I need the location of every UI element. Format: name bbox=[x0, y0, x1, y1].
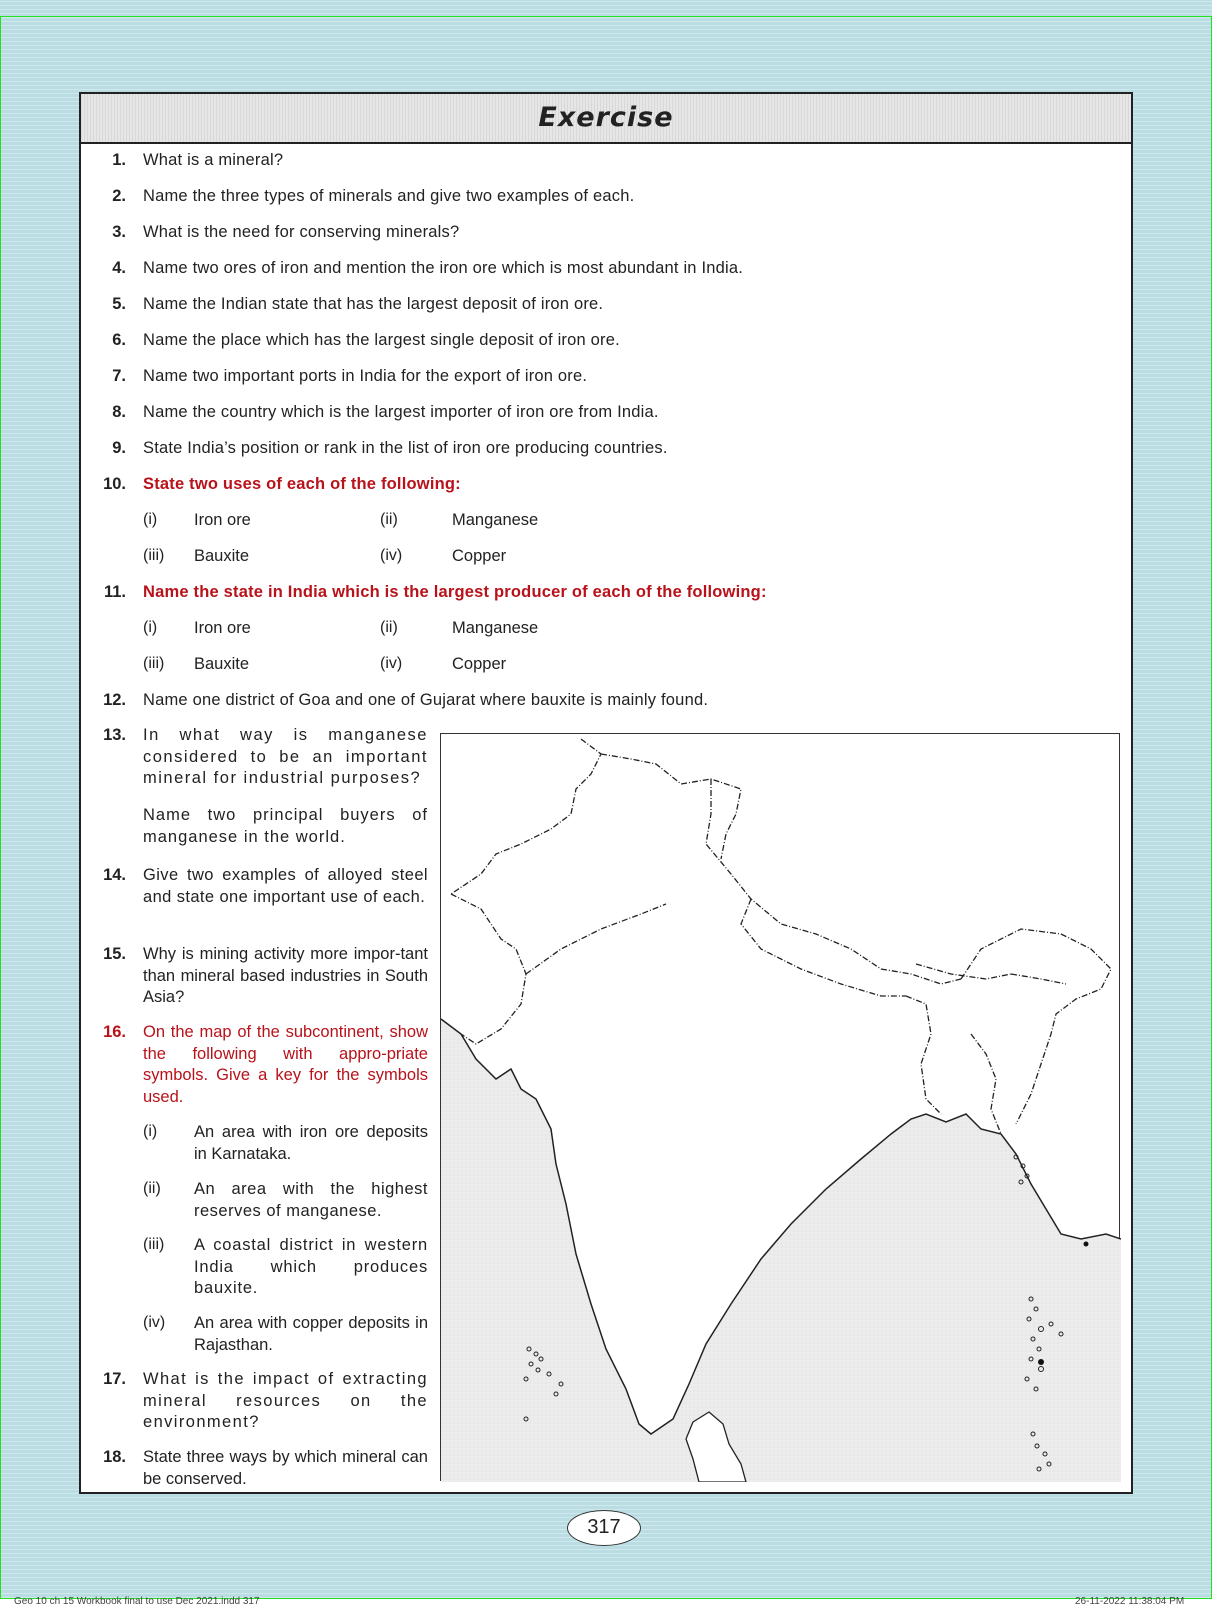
subitem-text: Iron ore bbox=[194, 619, 251, 637]
question-number: 16. bbox=[103, 1023, 126, 1041]
border-northeast bbox=[961, 929, 1111, 1124]
question-number: 15. bbox=[103, 945, 126, 963]
subitem-numeral: (i) bbox=[143, 619, 158, 636]
subitem-numeral: (iv) bbox=[380, 547, 403, 564]
question-number: 17. bbox=[103, 1370, 126, 1388]
question-text: Give two examples of alloyed steel and state one important use of each. bbox=[143, 866, 428, 906]
subitem-text: Manganese bbox=[452, 511, 539, 529]
subitem-text: An area with the highest reserves of manganese. bbox=[194, 1180, 428, 1220]
subitem-numeral: (iii) bbox=[143, 547, 165, 564]
island-marker bbox=[1038, 1359, 1044, 1365]
question-text: Name the country which is the largest importer of iron ore from India. bbox=[143, 403, 659, 421]
question-extra-text: Name two principal buyers of manganese in the world. bbox=[143, 806, 428, 846]
question-text: State India’s position or rank in the list of iron ore producing countries. bbox=[143, 439, 668, 457]
subitem-numeral: (i) bbox=[143, 511, 158, 528]
subitem-numeral: (i) bbox=[143, 1123, 158, 1140]
question-text: Name the state in India which is the largest producer of each of the following: bbox=[143, 583, 767, 601]
subitem-text: Manganese bbox=[452, 619, 539, 637]
subitem-numeral: (iii) bbox=[143, 655, 165, 672]
question-number: 12. bbox=[103, 691, 126, 709]
question-text: State three ways by which mineral can be conserved. bbox=[143, 1448, 428, 1488]
question-number: 14. bbox=[103, 866, 126, 884]
title-bar bbox=[79, 92, 1133, 144]
question-text: Name two important ports in India for the export of iron ore. bbox=[143, 367, 588, 385]
border-himalaya bbox=[706, 779, 961, 984]
subitem-numeral: (ii) bbox=[380, 619, 398, 636]
question-number: 2. bbox=[112, 187, 126, 205]
question-number: 4. bbox=[112, 259, 126, 277]
page-number: 317 bbox=[567, 1510, 641, 1546]
border-kashmir bbox=[601, 754, 741, 859]
question-text: What is a mineral? bbox=[143, 151, 284, 169]
subitem-numeral: (ii) bbox=[143, 1180, 161, 1197]
page-title: Exercise bbox=[538, 102, 674, 133]
subitem-text: Copper bbox=[452, 547, 507, 565]
border-myanmar bbox=[1011, 974, 1066, 984]
border-west-rajasthan bbox=[526, 904, 666, 974]
question-text: Name the place which has the largest single deposit of iron ore. bbox=[143, 331, 620, 349]
question-number: 9. bbox=[112, 439, 126, 457]
question-number: 8. bbox=[112, 403, 126, 421]
question-text: Name one district of Goa and one of Gujarat where bauxite is mainly found. bbox=[143, 691, 709, 709]
sea-area bbox=[441, 1019, 1121, 1482]
question-text: On the map of the subcontinent, show the following with appro-priate symbols. Give a key for the symbols used. bbox=[143, 1023, 428, 1106]
question-number: 5. bbox=[112, 295, 126, 313]
subitem-text: Bauxite bbox=[194, 655, 250, 673]
question-text: What is the need for conserving minerals? bbox=[143, 223, 460, 241]
border-pakistan bbox=[451, 894, 526, 1044]
subitem-text: An area with copper deposits in Rajasthan. bbox=[194, 1314, 428, 1354]
question-number: 7. bbox=[112, 367, 126, 385]
subitem-text: Iron ore bbox=[194, 511, 251, 529]
border-nepal bbox=[741, 899, 906, 996]
border-bangladesh-east bbox=[971, 1034, 1001, 1134]
print-timestamp: 26-11-2022 11:38:04 PM bbox=[1075, 1596, 1185, 1607]
subitem-numeral: (iii) bbox=[143, 1236, 165, 1253]
subitem-text: Bauxite bbox=[194, 547, 250, 565]
question-text: What is the impact of extracting mineral resources on the environment? bbox=[143, 1370, 428, 1431]
border-bangladesh bbox=[906, 996, 941, 1114]
map-drawing bbox=[441, 734, 1121, 1482]
print-file-info: Geo 10 ch 15 Workbook final to use Dec 2021.indd 317 bbox=[14, 1596, 260, 1607]
question-number: 1. bbox=[112, 151, 126, 169]
question-number: 13. bbox=[103, 726, 126, 744]
question-text: Name the three types of minerals and give two examples of each. bbox=[143, 187, 635, 205]
island-marker bbox=[1084, 1242, 1089, 1247]
border-north bbox=[451, 739, 601, 894]
question-text: Name two ores of iron and mention the iron ore which is most abundant in India. bbox=[143, 259, 744, 277]
subcontinent-map[interactable] bbox=[440, 733, 1120, 1481]
question-text: In what way is manganese considered to be an important mineral for industrial purposes? bbox=[143, 726, 428, 787]
question-number: 10. bbox=[103, 475, 126, 493]
question-number: 18. bbox=[103, 1448, 126, 1466]
question-text: Name the Indian state that has the largest deposit of iron ore. bbox=[143, 295, 604, 313]
subitem-text: Copper bbox=[452, 655, 507, 673]
border-bhutan bbox=[916, 964, 1011, 979]
subitem-numeral: (iv) bbox=[143, 1314, 166, 1331]
question-text: Why is mining activity more impor-tant than mineral based industries in South Asia? bbox=[143, 945, 428, 1006]
question-number: 11. bbox=[103, 583, 126, 601]
subitem-numeral: (ii) bbox=[380, 511, 398, 528]
subitem-numeral: (iv) bbox=[380, 655, 403, 672]
subitem-text: An area with iron ore deposits in Karnataka. bbox=[194, 1123, 428, 1163]
question-text: State two uses of each of the following: bbox=[143, 475, 461, 493]
subitem-text: A coastal district in western India which produces bauxite. bbox=[194, 1236, 428, 1297]
question-number: 6. bbox=[112, 331, 126, 349]
question-number: 3. bbox=[112, 223, 126, 241]
